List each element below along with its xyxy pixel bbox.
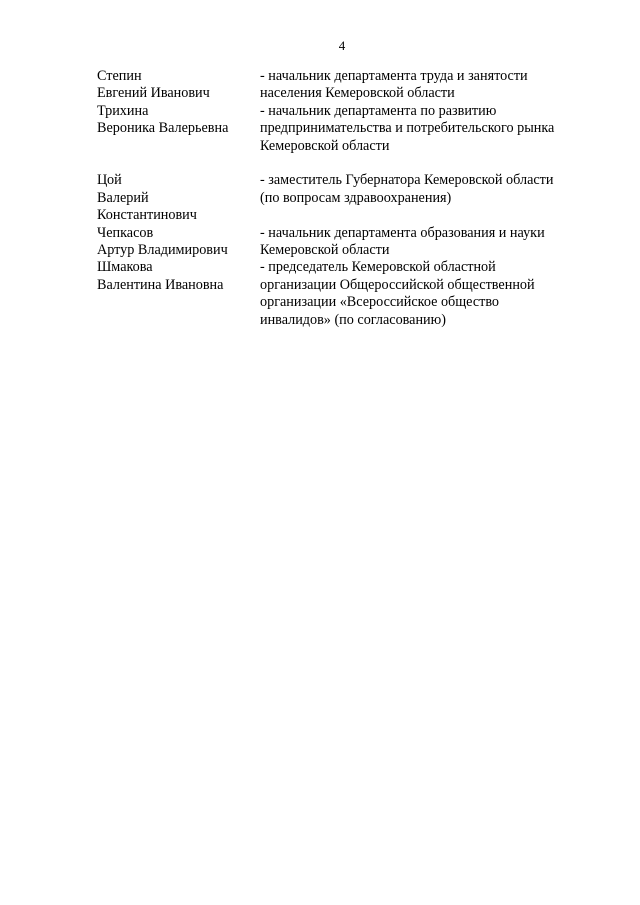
member-surname: Чепкасов [97, 224, 154, 241]
member-entry [97, 103, 597, 155]
member-position [260, 225, 597, 260]
member-given-names: Вероника Валерьевна [97, 120, 229, 137]
position-line: - заместитель Губернатора Кемеровской области [260, 172, 554, 189]
member-entry [97, 259, 597, 329]
position-line: организации «Всероссийское общество [260, 294, 500, 311]
member-name [97, 172, 260, 224]
member-given-names: Валерий [97, 189, 149, 206]
member-entry [97, 68, 597, 103]
position-line: - начальник департамента труда и занятости [260, 68, 528, 84]
member-position [260, 259, 597, 329]
member-position [260, 68, 597, 103]
member-entry [97, 225, 597, 260]
position-line: - начальник департамента по развитию [260, 102, 497, 119]
commission-members-list [97, 68, 597, 329]
member-position [260, 172, 597, 224]
member-surname: Степин [97, 68, 142, 84]
position-line: Кемеровской области [260, 242, 390, 259]
member-entry [97, 172, 597, 224]
member-surname: Шмакова [97, 259, 153, 276]
page-number: 4 [338, 38, 346, 53]
position-line: Кемеровской области [260, 137, 390, 154]
member-position [260, 103, 597, 155]
member-name [97, 259, 260, 329]
position-line: организации Общероссийской общественной [260, 276, 535, 293]
member-name [97, 225, 260, 260]
member-patronymic: Константинович [97, 207, 197, 224]
member-name [97, 68, 260, 103]
position-line: предпринимательства и потребительского рынка [260, 120, 555, 137]
member-surname: Цой [97, 172, 122, 189]
member-given-names: Евгений Иванович [97, 85, 210, 102]
position-line: инвалидов» (по согласованию) [260, 311, 446, 328]
position-line: - председатель Кемеровской областной [260, 259, 496, 276]
member-surname: Трихина [97, 102, 149, 119]
member-given-names: Артур Владимирович [97, 242, 228, 259]
position-line: населения Кемеровской области [260, 85, 455, 102]
position-line: - начальник департамента образования и науки [260, 224, 545, 241]
member-given-names: Валентина Ивановна [97, 276, 224, 293]
member-name [97, 103, 260, 155]
position-line: (по вопросам здравоохранения) [260, 189, 452, 206]
